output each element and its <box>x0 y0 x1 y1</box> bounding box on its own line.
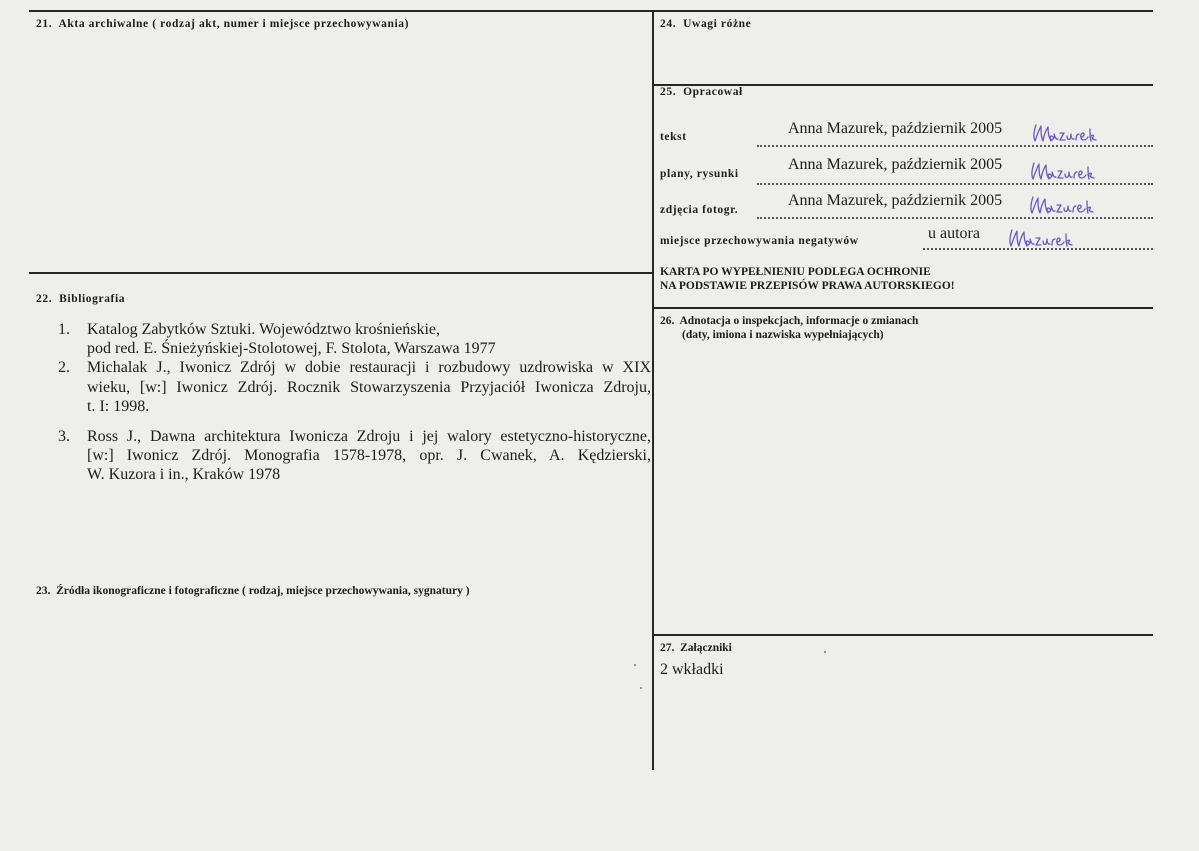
author-row-value-plans: Anna Mazurek, październik 2005 <box>788 156 1003 173</box>
section-23-number: 23. <box>36 585 51 597</box>
section-26-subtitle: (daty, imiona i nazwiska wypełniających) <box>682 329 884 341</box>
author-row-dotline <box>757 217 1153 219</box>
author-row-dotline <box>757 145 1153 147</box>
bibliography-item-number: 3. <box>58 428 70 446</box>
bibliography-item-line: t. I: 1998. <box>87 397 150 415</box>
section-24-number: 24. <box>660 18 677 30</box>
paper-speck <box>824 651 826 653</box>
bibliography-item-line: pod red. E. Śnieżyńskiej-Stolotowej, F. Stolota, Warszawa 1977 <box>87 340 496 358</box>
section-21-heading <box>36 18 409 30</box>
author-row-label-text: tekst <box>660 131 687 143</box>
author-signature-negatives <box>1006 227 1072 249</box>
copyright-notice <box>660 265 955 293</box>
section-25-title: Opracował <box>683 86 743 98</box>
section-25-number: 25. <box>660 86 677 98</box>
section-27-title: Załączniki <box>680 642 732 654</box>
s26-bottom-line <box>653 634 1153 636</box>
bibliography-item-line: W. Kuzora i in., Kraków 1978 <box>87 466 281 484</box>
center-divider-line <box>652 10 654 770</box>
bibliography-item-number: 2. <box>58 359 70 377</box>
section-24-heading <box>660 18 751 30</box>
section-26-number: 26. <box>660 315 675 327</box>
author-row-label-photos: zdjęcia fotogr. <box>660 204 739 216</box>
bibliography-item <box>58 427 651 485</box>
bibliography-item <box>58 358 651 416</box>
section-26-title: Adnotacja o inspekcjach, informacje o zmianach <box>679 315 919 327</box>
author-row-value-photos: Anna Mazurek, październik 2005 <box>788 192 1003 209</box>
author-row-label-negatives: miejsce przechowywania negatywów <box>660 235 859 247</box>
bibliography-item-line: Katalog Zabytków Sztuki. Województwo krośnieńskie, <box>87 321 441 338</box>
author-row-value-text: Anna Mazurek, październik 2005 <box>788 120 1003 137</box>
section-26-heading <box>660 314 918 342</box>
author-row-label-plans: plany, rysunki <box>660 168 739 180</box>
bibliography-item-line: wieku, [w:] Iwonicz Zdrój. Rocznik Stowarzyszenia Przyjaciół Iwonicza Zdroju, <box>87 378 651 396</box>
section-22-title: Bibliografia <box>59 293 126 305</box>
section-22-heading <box>36 293 125 305</box>
author-row-dotline <box>757 183 1153 185</box>
paper-speck <box>640 687 642 689</box>
section-23-heading <box>36 585 470 597</box>
section-21-number: 21. <box>36 18 53 30</box>
paper-speck <box>634 664 636 666</box>
top-border-line <box>29 10 1153 12</box>
bibliography-item-number: 1. <box>58 321 70 338</box>
author-row-value-negatives: u autora <box>928 225 980 242</box>
section-22-number: 22. <box>36 293 53 305</box>
author-signature-photos <box>1027 194 1093 216</box>
author-row-dotline <box>923 248 1153 250</box>
copyright-notice-line: KARTA PO WYPEŁNIENIU PODLEGA OCHRONIE <box>660 266 931 278</box>
section-23-title: Źródła ikonograficzne i fotograficzne ( rodzaj, miejsce przechowywania, sygnatury ) <box>56 585 470 597</box>
left-mid-divider-line <box>29 272 653 274</box>
section-27-heading <box>660 642 732 654</box>
section-27-number: 27. <box>660 642 675 654</box>
bibliography-item-line: [w:] Iwonicz Zdrój. Monografia 1578-1978, opr. J. Cwanek, A. Kędzierski, <box>87 447 651 465</box>
section-25-heading <box>660 86 743 98</box>
section-21-title: Akta archiwalne ( rodzaj akt, numer i miejsce przechowywania) <box>58 18 410 30</box>
bibliography-list <box>58 320 651 485</box>
section-27-value: 2 wkładki <box>660 661 724 678</box>
bibliography-item-line: Michalak J., Iwonicz Zdrój w dobie restauracji i rozbudowy uzdrowiska w XIX <box>87 359 651 377</box>
author-signature-text <box>1030 122 1096 144</box>
bibliography-item <box>58 320 651 358</box>
bibliography-item-line: Ross J., Dawna architektura Iwonicza Zdroju i jej walory estetyczno-historyczne, <box>87 428 651 446</box>
section-24-title: Uwagi różne <box>683 18 752 30</box>
author-signature-plans <box>1028 160 1094 182</box>
copyright-notice-line: NA PODSTAWIE PRZEPISÓW PRAWA AUTORSKIEGO! <box>660 280 955 292</box>
s25-bottom-line <box>653 307 1153 309</box>
